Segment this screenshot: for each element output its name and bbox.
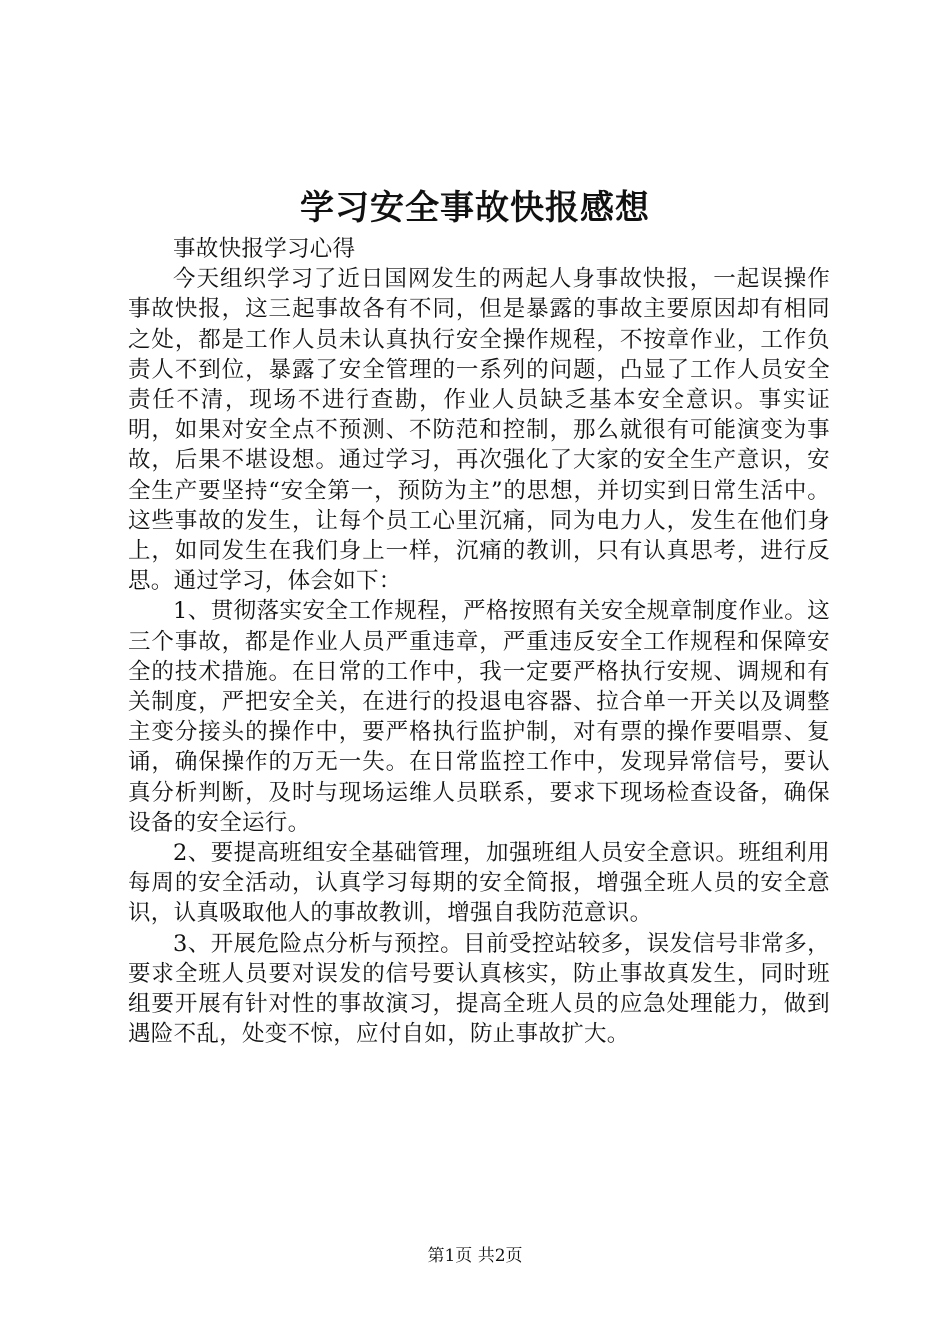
point-1-paragraph: 1、贯彻落实安全工作规程，严格按照有关安全规章制度作业。这三个事故，都是作业人员严重违章，严重违反安全工作规程和保障安全的技术措施。在日常的工作中，我一定要严格执行安规、调规和有关制度，严把安全关，在进行的投退电容器、拉合单一开关以及调整主变分接头的操作中，要严格执行监护制，对有票的操作要唱票、复诵，确保操作的万无一失。在日常监控工作中，发现异常信号，要认真分析判断，及时与现场运维人员联系，要求下现场检查设备，确保设备的安全运行。 (128, 598, 830, 836)
point-3-paragraph: 3、开展危险点分析与预控。目前受控站较多，误发信号非常多，要求全班人员要对误发的信号要认真核实，防止事故真发生，同时班组要开展有针对性的事故演习，提高全班人员的应急处理能力，做到遇险不乱，处变不惊，应付自如，防止事故扩大。 (128, 930, 830, 1048)
page-number-footer: 第1页 共2页 (427, 1246, 523, 1266)
document-title: 学习安全事故快报感想 (300, 188, 650, 228)
intro-paragraph: 今天组织学习了近日国网发生的两起人身事故快报，一起误操作事故快报，这三起事故各有不同，但是暴露的事故主要原因却有相同之处，都是工作人员未认真执行安全操作规程，不按章作业，工作负责人不到位，暴露了安全管理的一系列的问题，凸显了工作人员安全责任不清，现场不进行查勘，作业人员缺乏基本安全意识。事实证明，如果对安全点不预测、不防范和控制，那么就很有可能演变为事故，后果不堪设想。通过学习，再次强化了大家的安全生产意识，安全生产要坚持“安全第一，预防为主”的思想，并切实到日常生活中。这些事故的发生，让每个员工心里沉痛，同为电力人，发生在他们身上，如同发生在我们身上一样，沉痛的教训，只有认真思考，进行反思。通过学习，体会如下： (128, 266, 830, 595)
point-2-paragraph: 2、要提高班组安全基础管理，加强班组人员安全意识。班组利用每周的安全活动，认真学习每期的安全简报，增强全班人员的安全意识，认真吸取他人的事故教训，增强自我防范意识。 (128, 840, 830, 927)
subtitle-paragraph: 事故快报学习心得 (173, 236, 356, 262)
document-body (128, 234, 830, 1049)
